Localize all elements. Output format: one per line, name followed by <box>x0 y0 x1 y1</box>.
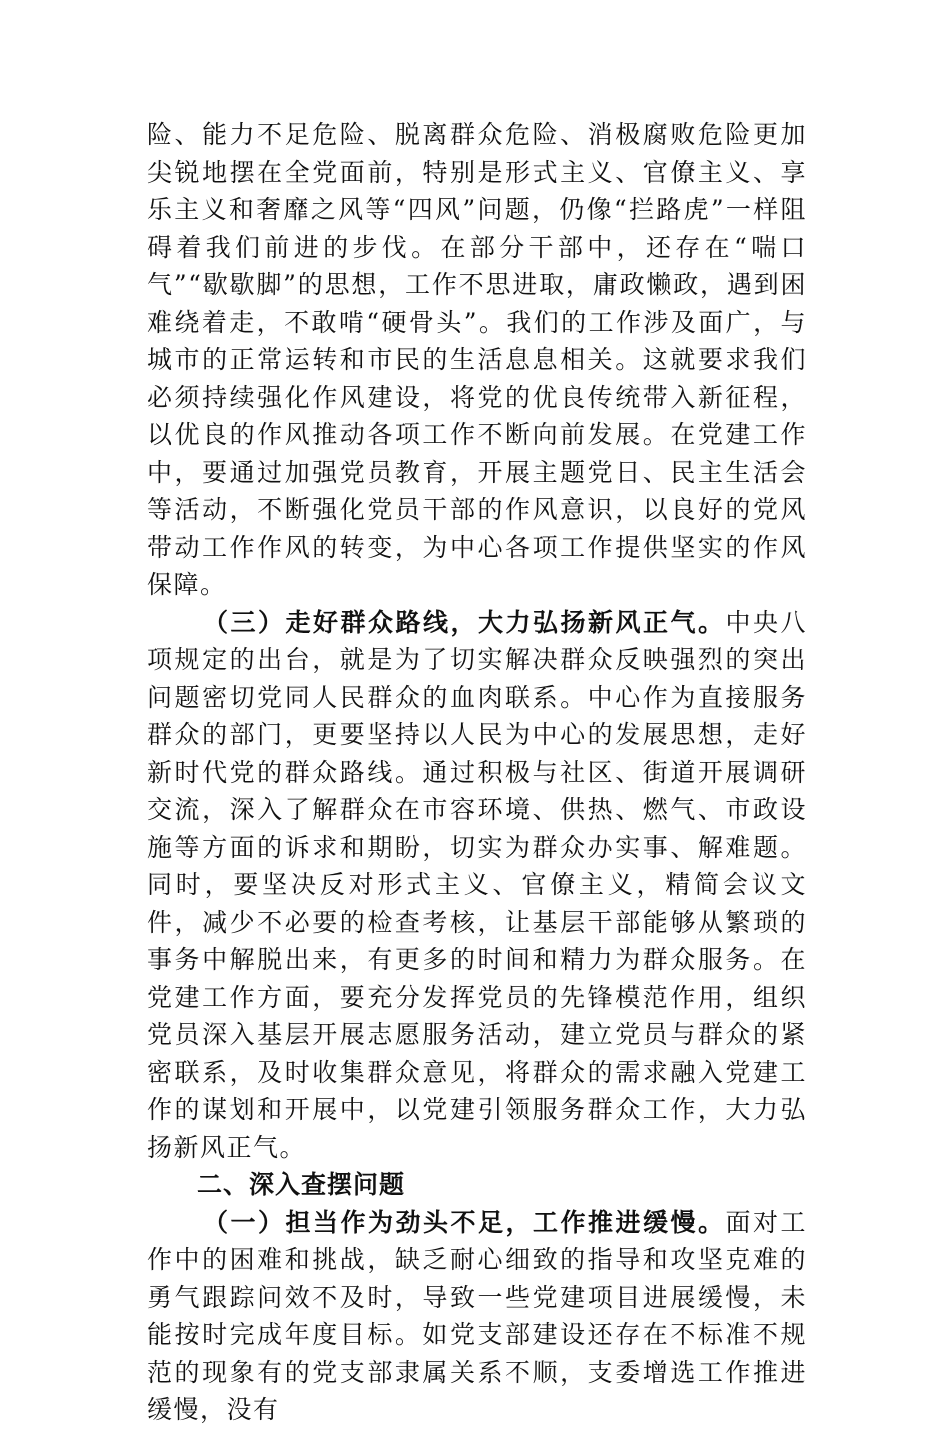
paragraph-continued <box>147 116 807 604</box>
paragraph-lead-bold: （一）担当作为劲头不足，工作推进缓慢。 <box>203 1207 726 1237</box>
paragraph-text: 险、能力不足危险、脱离群众危险、消极腐败危险更加尖锐地摆在全党面前，特别是形式主义、官僚主义、享乐主义和奢靡之风等“四风”问题，仍像“拦路虎”一样阻碍着我们前进的步伐。在部分干部中，还存在“喘口气”“歇歇脚”的思想，工作不思进取，庸政懒政，遇到困难绕着走，不敢啃“硬骨头”。我们的工作涉及面广，与城市的正常运转和市民的生活息息相关。这就要求我们必须持续强化作风建设，将党的优良传统带入新征程，以优良的作风推动各项工作不断向前发展。在党建工作中，要通过加强党员教育，开展主题党日、民主生活会等活动，不断强化党员干部的作风意识，以良好的党风带动工作作风的转变，为中心各项工作提供坚实的作风保障。 <box>147 120 808 599</box>
document-body <box>147 116 807 1429</box>
paragraph-text: 中央八项规定的出台，就是为了切实解决群众反映强烈的突出问题密切党同人民群众的血肉联系。中心作为直接服务群众的部门，更要坚持以人民为中心的发展思想，走好新时代党的群众路线。通过积极与社区、街道开展调研交流，深入了解群众在市容环境、供热、燃气、市政设施等方面的诉求和期盼，切实为群众办实事、解难题。同时，要坚决反对形式主义、官僚主义，精简会议文件，减少不必要的检查考核，让基层干部能够从繁琐的事务中解脱出来，有更多的时间和精力为群众服务。在党建工作方面，要充分发挥党员的先锋模范作用，组织党员深入基层开展志愿服务活动，建立党员与群众的紧密联系，及时收集群众意见，将群众的需求融入党建工作的谋划和开展中，以党建引领服务群众工作，大力弘扬新风正气。 <box>147 607 807 1162</box>
section-heading: 二、深入查摆问题 <box>197 1170 406 1199</box>
paragraph-lead-bold: （三）走好群众路线，大力弘扬新风正气。 <box>203 607 726 637</box>
paragraph-problems <box>147 1204 807 1429</box>
paragraph-mass-line <box>147 604 807 1167</box>
paragraph-text: 面对工作中的困难和挑战，缺乏耐心细致的指导和攻坚克难的勇气跟踪问效不及时，导致一些党建项目进展缓慢，未能按时完成年度目标。如党支部建设还存在不标准不规范的现象有的党支部隶属关系不顺，支委增选工作推进缓慢，没有 <box>147 1207 807 1424</box>
